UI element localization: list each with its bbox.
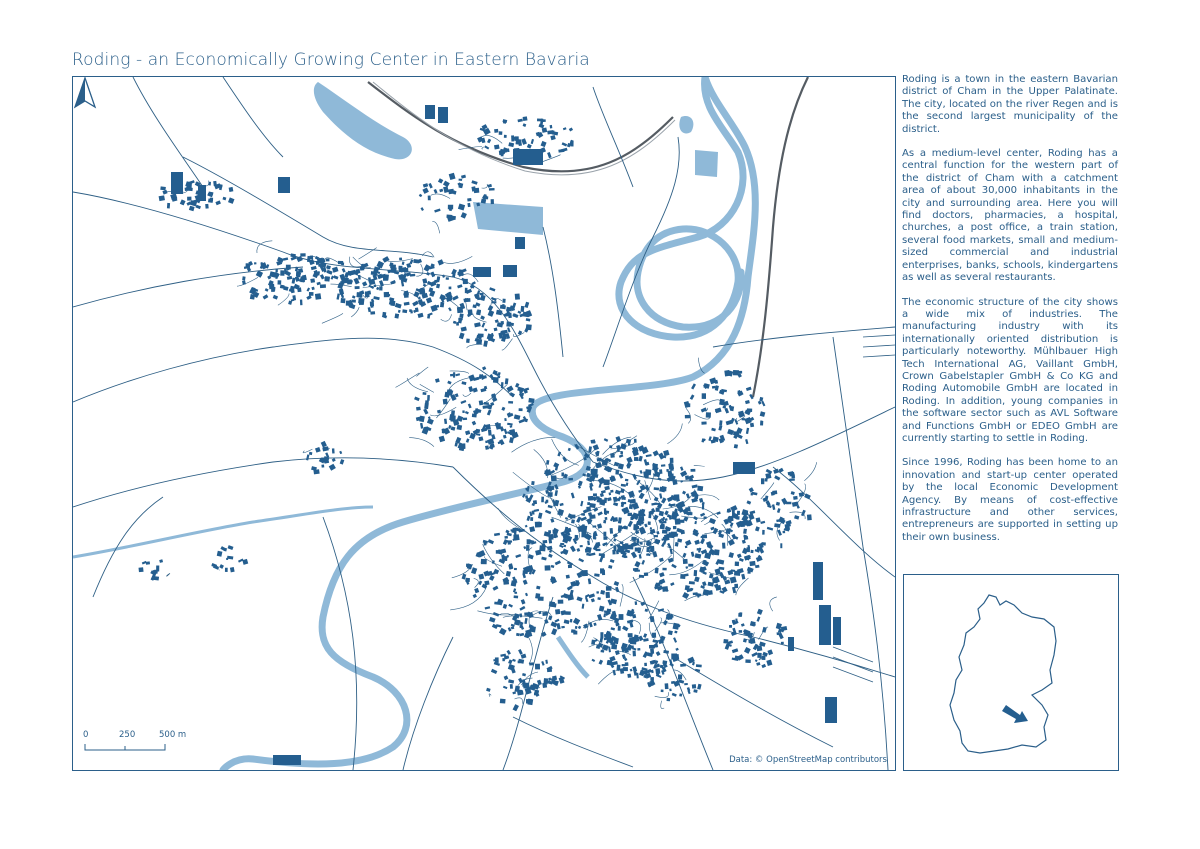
- railway: [368, 77, 808, 397]
- description-paragraph-3: The economic structure of the city shows a wide mix of industries. The manufacturing industry with its internationally oriented distribution is particularly noteworthy. Mühlbauer High Tech International AG, Vaillant GmbH, Crown Gabelstapler GmbH & Co KG and Roding Automobile GmbH are located in Roding. In addition, young companies in the software sector such as AVL Software and Functions GmbH or EDEO GmbH are currently starting to settle in Roding.: [902, 296, 1118, 444]
- description-paragraph-4: Since 1996, Roding has been home to an innovation and start-up center operated by the local Economic Development Agency. By means of cost-effective infrastructure and other services, entrepreneurs are supported in setting up their own business.: [902, 457, 1118, 543]
- pond-3: [679, 116, 693, 133]
- main-map[interactable]: [72, 76, 896, 771]
- map-canvas[interactable]: [73, 77, 895, 770]
- pond-2: [695, 150, 718, 177]
- lake-north: [314, 82, 412, 159]
- pond-1: [473, 202, 543, 235]
- scale-label-500: 500 m: [159, 730, 187, 740]
- location-arrow-icon: [1002, 705, 1028, 723]
- scale-label-0: 0: [83, 730, 89, 740]
- map-credit: Data: © OpenStreetMap contributors: [729, 755, 887, 765]
- locator-inset-map: [903, 574, 1119, 771]
- scale-label-250: 250: [119, 730, 136, 740]
- road-network: [73, 77, 895, 770]
- description-paragraph-2: As a medium-level center, Roding has a central function for the western part of the district of Cham with a catchment area of about 30,000 inhabitants in the city and surrounding area. Here you will find doctors, pharmacies, a hospital, churches, a post office, a train station, several food markets, small and medium-sized commercial and industrial enterprises, banks, schools, kindergartens as well as several restaurants.: [902, 148, 1118, 284]
- germany-outline-icon: [904, 575, 1118, 770]
- scale-bar-line: [83, 742, 203, 754]
- description-panel: [902, 74, 1118, 556]
- description-paragraph-1: Roding is a town in the eastern Bavarian district of Cham in the Upper Palatinate. The city, located on the river Regen and is the second largest municipality of the district.: [902, 74, 1118, 135]
- scale-bar: [83, 730, 203, 756]
- map-title: Roding - an Economically Growing Center in Eastern Bavaria: [72, 50, 590, 70]
- curved-pond: [558, 637, 588, 677]
- farm-road-east: [833, 335, 895, 682]
- north-arrow-icon: [73, 77, 97, 111]
